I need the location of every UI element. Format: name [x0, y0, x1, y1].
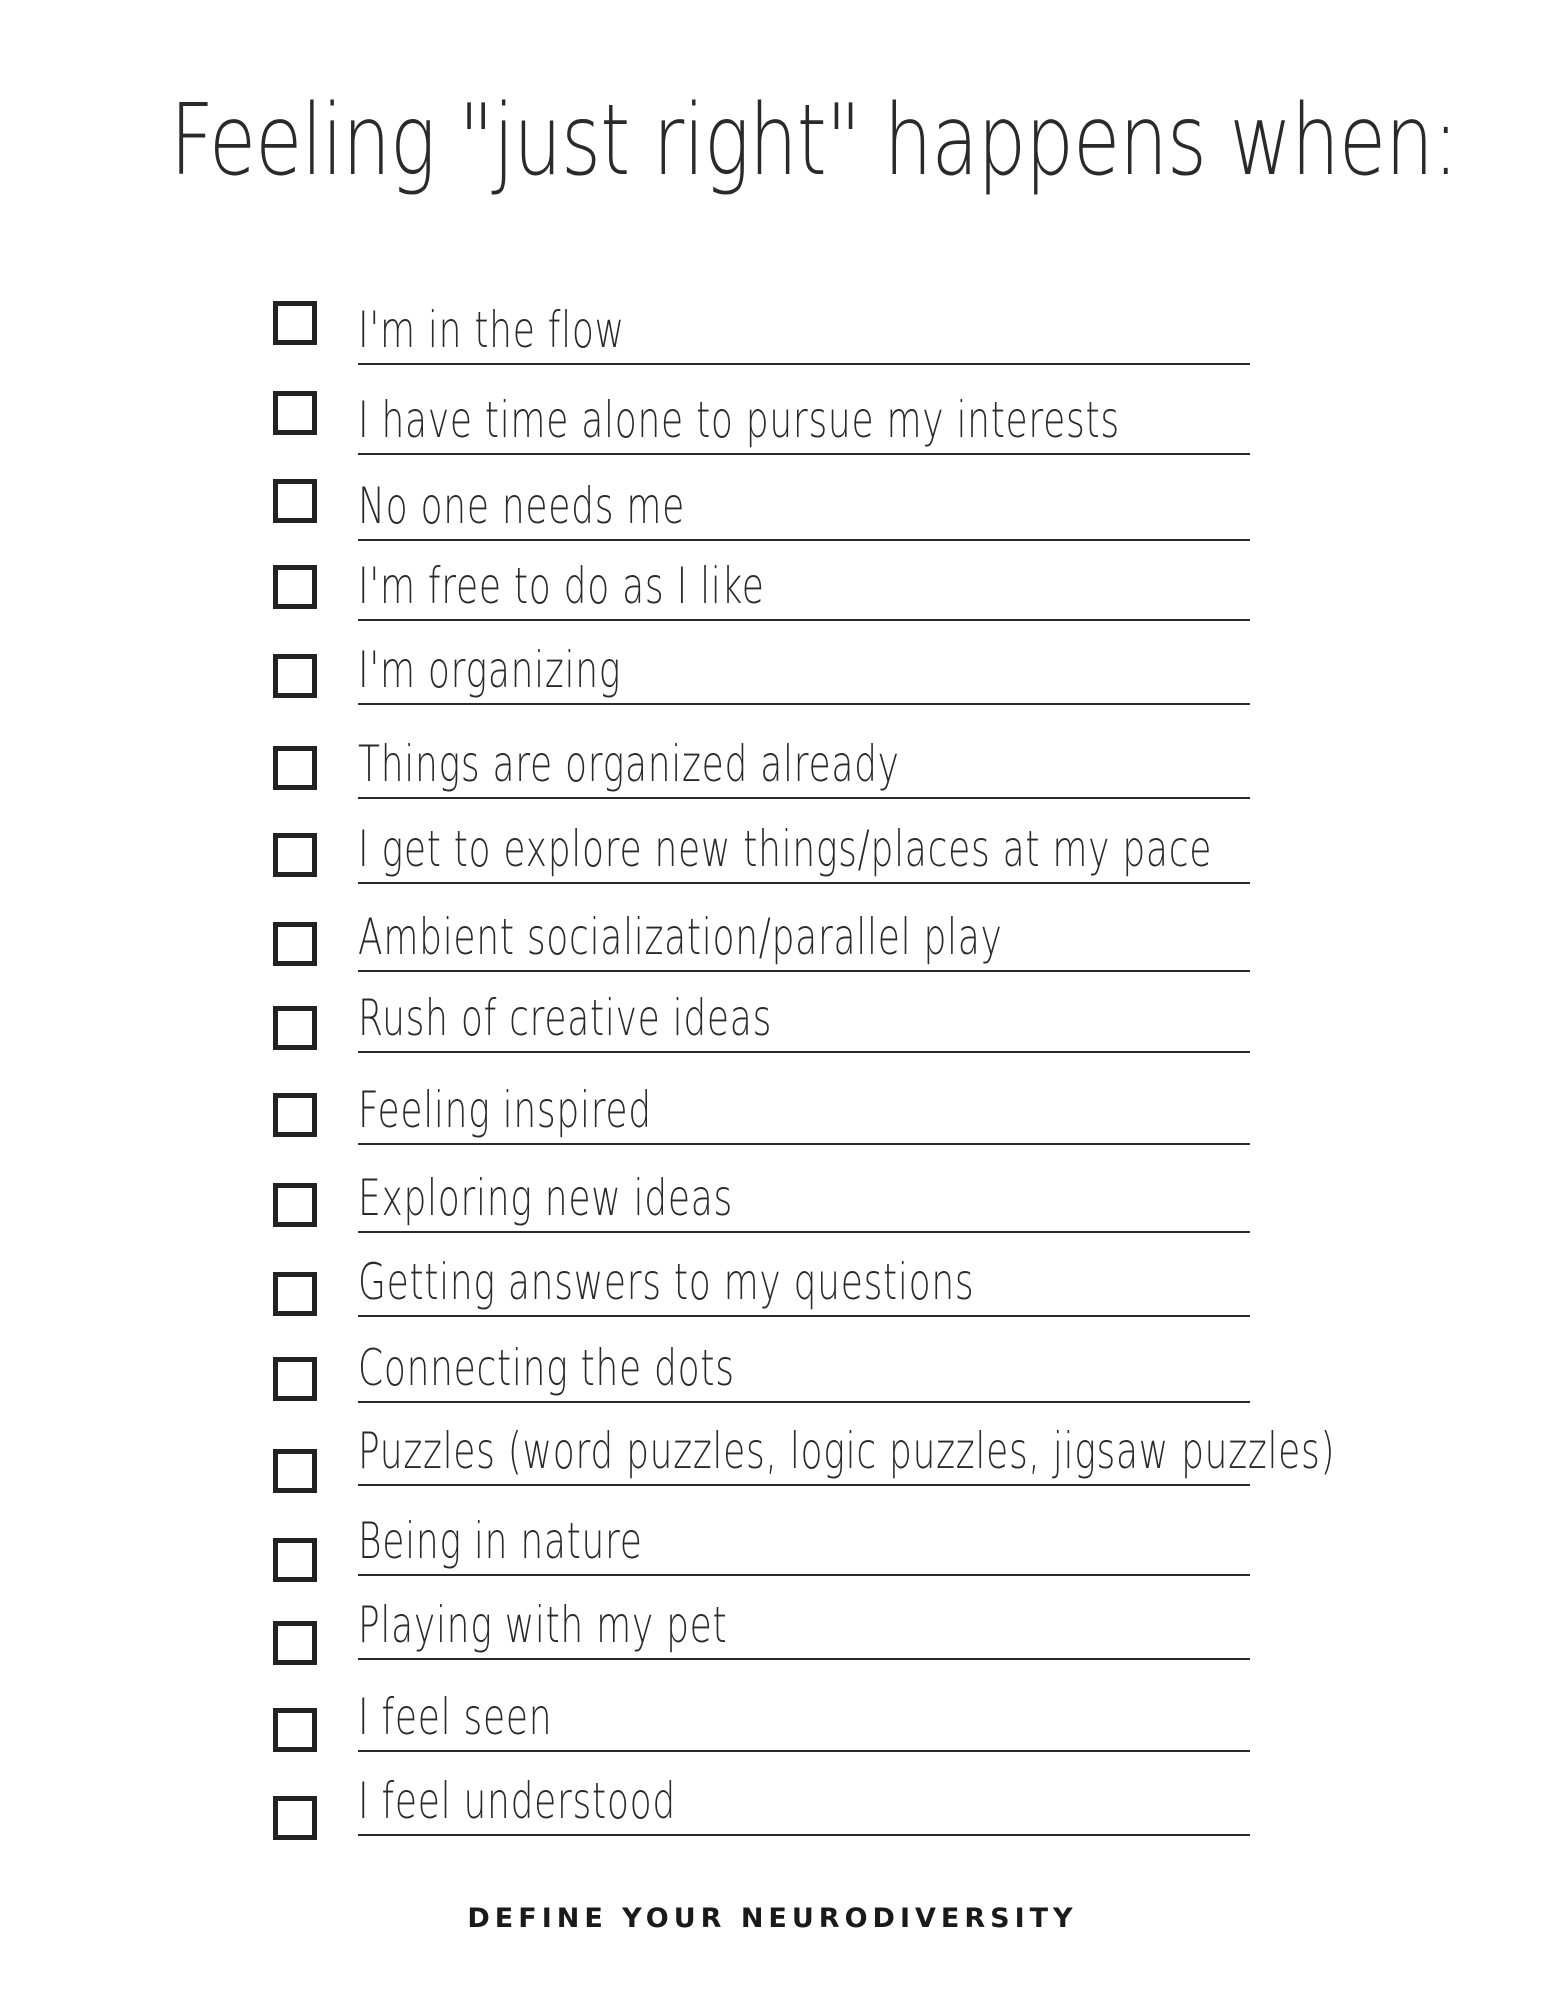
writing-line [358, 1143, 1250, 1145]
checklist-item-label: Connecting the dots [358, 1339, 735, 1397]
checkbox[interactable] [273, 565, 317, 609]
page-title: Feeling "just right" happens when: [169, 84, 1458, 198]
writing-line [358, 1750, 1250, 1752]
writing-line [358, 797, 1250, 799]
checkbox[interactable] [273, 1538, 317, 1582]
checklist-item-label: Exploring new ideas [358, 1169, 733, 1227]
footer-brand: DEFINE YOUR NEURODIVERSITY [467, 1903, 1078, 1934]
writing-line [358, 970, 1250, 972]
writing-line [358, 363, 1250, 365]
checklist-item-label: Puzzles (word puzzles, logic puzzles, jigsaw puzzles) [358, 1422, 1336, 1480]
checkbox[interactable] [273, 1796, 317, 1840]
writing-line [358, 703, 1250, 705]
writing-line [358, 619, 1250, 621]
checklist-item-label: Being in nature [358, 1512, 643, 1570]
writing-line [358, 1574, 1250, 1576]
writing-line [358, 1484, 1250, 1486]
checkbox[interactable] [273, 301, 317, 345]
checklist-item-label: No one needs me [358, 477, 686, 535]
checklist-item-label: I feel seen [358, 1688, 553, 1746]
checklist-item-label: I feel understood [358, 1772, 676, 1830]
checklist-item-label: Things are organized already [358, 735, 900, 793]
checklist-item-label: Rush of creative ideas [358, 989, 773, 1047]
writing-line [358, 1051, 1250, 1053]
writing-line [358, 1834, 1250, 1836]
checkbox[interactable] [273, 1272, 317, 1316]
checkbox[interactable] [273, 833, 317, 877]
writing-line [358, 539, 1250, 541]
writing-line [358, 453, 1250, 455]
checkbox[interactable] [273, 654, 317, 698]
writing-line [358, 1658, 1250, 1660]
checklist-item-label: Getting answers to my questions [358, 1253, 975, 1311]
checkbox[interactable] [273, 746, 317, 790]
checkbox[interactable] [273, 1183, 317, 1227]
writing-line [358, 1401, 1250, 1403]
checkbox[interactable] [273, 1357, 317, 1401]
checkbox[interactable] [273, 1449, 317, 1493]
checklist-item-label: I'm organizing [358, 641, 622, 699]
checklist-item-label: I'm in the flow [358, 301, 625, 359]
checkbox[interactable] [273, 1708, 317, 1752]
checklist-item-label: I'm free to do as I like [358, 557, 765, 615]
checkbox[interactable] [273, 1093, 317, 1137]
checklist-item-label: Feeling inspired [358, 1081, 652, 1139]
checklist-item-label: I have time alone to pursue my interests [358, 391, 1120, 449]
writing-line [358, 882, 1250, 884]
checkbox[interactable] [273, 479, 317, 523]
checklist-item-label: Playing with my pet [358, 1596, 728, 1654]
writing-line [358, 1315, 1250, 1317]
checkbox[interactable] [273, 391, 317, 435]
checkbox[interactable] [273, 1621, 317, 1665]
checkbox[interactable] [273, 922, 317, 966]
checklist-item-label: I get to explore new things/places at my pace [358, 820, 1213, 878]
checkbox[interactable] [273, 1006, 317, 1050]
writing-line [358, 1231, 1250, 1233]
checklist-item-label: Ambient socialization/parallel play [358, 908, 1003, 966]
